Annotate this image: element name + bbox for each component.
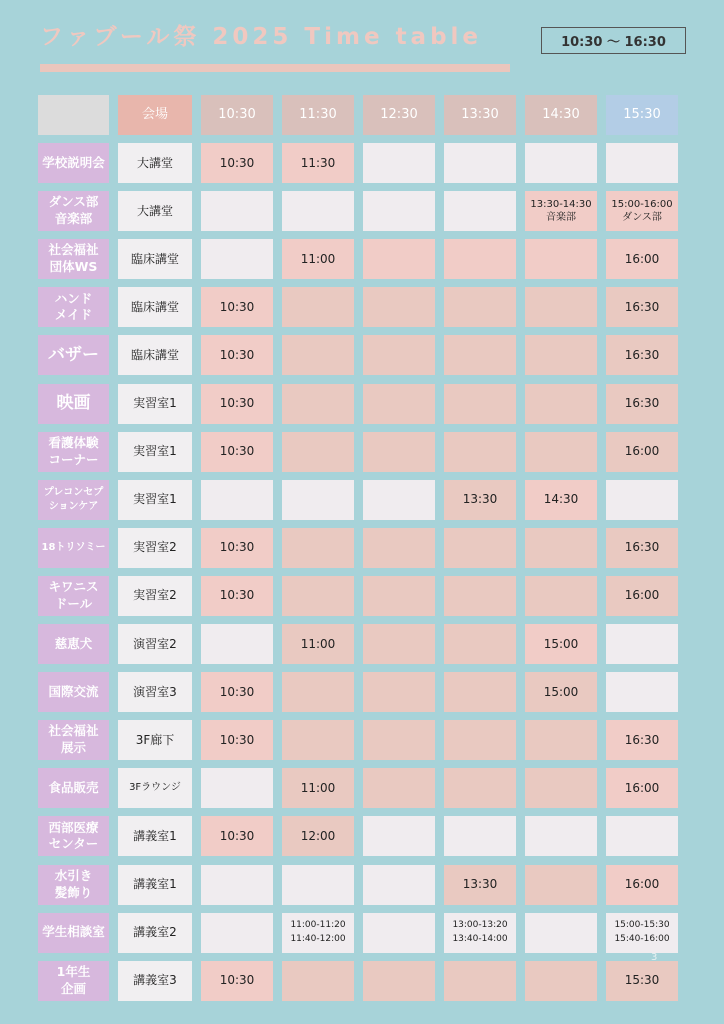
schedule-cell [201,191,273,231]
schedule-cell [444,720,516,760]
venue-label: 実習室2 [118,528,192,568]
schedule-cell [282,576,354,616]
schedule-cell [363,287,435,327]
hours-box: 10:30 〜 16:30 [541,27,686,54]
page-title: ファブール祭 2025 Time table [40,24,483,50]
schedule-cell [444,432,516,472]
schedule-cell: 15:00-16:00 ダンス部 [606,191,678,231]
event-label: 映画 [38,384,109,424]
event-label: プレコンセプ ションケア [38,480,109,520]
schedule-cell [282,961,354,1001]
schedule-cell [525,143,597,183]
event-label: 社会福祉 展示 [38,720,109,760]
venue-label: 実習室1 [118,384,192,424]
schedule-cell: 16:30 [606,528,678,568]
schedule-cell [525,528,597,568]
schedule-cell [363,528,435,568]
schedule-cell: 15:30 [606,961,678,1001]
event-label: 18トリソミー [38,528,109,568]
event-label: 学生相談室 [38,913,109,953]
schedule-cell [363,143,435,183]
event-label: 慈恵犬 [38,624,109,664]
schedule-cell: 13:30-14:30 音楽部 [525,191,597,231]
event-label: 西部医療 センター [38,816,109,856]
event-label: ハンド メイド [38,287,109,327]
schedule-cell [444,239,516,279]
schedule-cell: 16:00 [606,239,678,279]
header-time-1430: 14:30 [525,95,597,135]
event-label: 看護体験 コーナー [38,432,109,472]
schedule-cell [444,287,516,327]
venue-label: 実習室2 [118,576,192,616]
schedule-cell: 16:00 [606,865,678,905]
schedule-cell [363,672,435,712]
schedule-cell [363,913,435,953]
venue-label: 臨床講堂 [118,239,192,279]
schedule-cell: 14:30 [525,480,597,520]
schedule-cell [282,384,354,424]
schedule-cell [282,672,354,712]
event-label: 学校説明会 [38,143,109,183]
schedule-cell [606,143,678,183]
schedule-cell [282,720,354,760]
venue-label: 実習室1 [118,432,192,472]
schedule-cell [525,576,597,616]
schedule-cell [363,816,435,856]
schedule-cell [444,624,516,664]
schedule-cell [444,384,516,424]
event-label: 1年生 企画 [38,961,109,1001]
venue-label: 大講堂 [118,143,192,183]
schedule-cell [363,576,435,616]
schedule-cell [201,239,273,279]
schedule-cell: 16:30 [606,287,678,327]
schedule-cell [525,335,597,375]
schedule-cell: 12:00 [282,816,354,856]
schedule-cell [444,528,516,568]
schedule-cell [363,335,435,375]
schedule-cell [282,335,354,375]
event-label: ダンス部 音楽部 [38,191,109,231]
schedule-cell: 16:00 [606,768,678,808]
schedule-cell [525,432,597,472]
venue-label: 臨床講堂 [118,335,192,375]
schedule-cell [201,768,273,808]
schedule-cell [363,961,435,1001]
event-label: キワニス ドール [38,576,109,616]
schedule-cell: 16:30 [606,720,678,760]
schedule-cell [606,480,678,520]
schedule-cell [444,816,516,856]
schedule-cell [525,720,597,760]
venue-label: 講義室1 [118,865,192,905]
event-label: 水引き 髪飾り [38,865,109,905]
schedule-cell [282,480,354,520]
schedule-cell: 16:00 [606,576,678,616]
schedule-cell [201,624,273,664]
schedule-cell [201,865,273,905]
schedule-cell: 15:00-15:30 15:40-16:00 [606,913,678,953]
schedule-cell [282,287,354,327]
header-time-1230: 12:30 [363,95,435,135]
schedule-cell [282,191,354,231]
schedule-cell [363,865,435,905]
schedule-cell: 15:00 [525,672,597,712]
schedule-cell: 11:30 [282,143,354,183]
venue-label: 講義室2 [118,913,192,953]
schedule-cell: 15:00 [525,624,597,664]
schedule-cell: 11:00 [282,624,354,664]
schedule-cell [606,816,678,856]
venue-label: 3F廊下 [118,720,192,760]
schedule-cell [525,384,597,424]
schedule-cell [363,384,435,424]
header-time-1330: 13:30 [444,95,516,135]
header-time-1130: 11:30 [282,95,354,135]
schedule-cell: 10:30 [201,384,273,424]
schedule-cell [363,239,435,279]
venue-label: 3Fラウンジ [118,768,192,808]
header-time-1030: 10:30 [201,95,273,135]
schedule-cell [525,239,597,279]
schedule-cell: 11:00 [282,239,354,279]
venue-label: 講義室1 [118,816,192,856]
schedule-cell [606,624,678,664]
schedule-cell: 10:30 [201,816,273,856]
header-venue: 会場 [118,95,192,135]
schedule-cell [444,191,516,231]
schedule-cell [363,624,435,664]
schedule-cell [282,865,354,905]
schedule-cell: 13:30 [444,865,516,905]
schedule-cell [201,913,273,953]
schedule-cell: 10:30 [201,432,273,472]
venue-label: 講義室3 [118,961,192,1001]
schedule-cell [525,961,597,1001]
venue-label: 臨床講堂 [118,287,192,327]
event-label: 国際交流 [38,672,109,712]
schedule-cell: 11:00-11:20 11:40-12:00 [282,913,354,953]
schedule-cell: 10:30 [201,720,273,760]
schedule-cell [525,287,597,327]
schedule-cell: 10:30 [201,576,273,616]
schedule-cell [363,480,435,520]
schedule-cell [444,143,516,183]
schedule-cell [525,913,597,953]
schedule-cell [444,672,516,712]
header-time-1530: 15:30 [606,95,678,135]
schedule-cell: 10:30 [201,287,273,327]
title-underline [40,64,510,72]
schedule-cell: 10:30 [201,143,273,183]
event-label: バザー [38,335,109,375]
schedule-cell [363,768,435,808]
venue-label: 大講堂 [118,191,192,231]
schedule-cell: 13:30 [444,480,516,520]
schedule-cell [201,480,273,520]
schedule-cell [444,961,516,1001]
schedule-cell: 10:30 [201,672,273,712]
event-label: 社会福祉 団体WS [38,239,109,279]
schedule-cell: 11:00 [282,768,354,808]
header-corner [38,95,109,135]
schedule-cell [363,720,435,760]
schedule-cell [525,816,597,856]
venue-label: 演習室3 [118,672,192,712]
schedule-cell [444,576,516,616]
schedule-cell: 16:30 [606,384,678,424]
schedule-cell: 16:30 [606,335,678,375]
schedule-cell: 10:30 [201,961,273,1001]
schedule-cell [525,768,597,808]
schedule-cell [444,335,516,375]
schedule-cell [363,432,435,472]
schedule-cell [282,432,354,472]
schedule-cell: 16:00 [606,432,678,472]
schedule-cell: 10:30 [201,528,273,568]
schedule-cell [363,191,435,231]
schedule-cell [282,528,354,568]
timetable-grid [38,95,678,1001]
schedule-cell [606,672,678,712]
schedule-cell: 10:30 [201,335,273,375]
venue-label: 演習室2 [118,624,192,664]
event-label: 食品販売 [38,768,109,808]
venue-label: 実習室1 [118,480,192,520]
schedule-cell [525,865,597,905]
schedule-cell [444,768,516,808]
page-number: 3 [651,952,658,963]
schedule-cell: 13:00-13:20 13:40-14:00 [444,913,516,953]
